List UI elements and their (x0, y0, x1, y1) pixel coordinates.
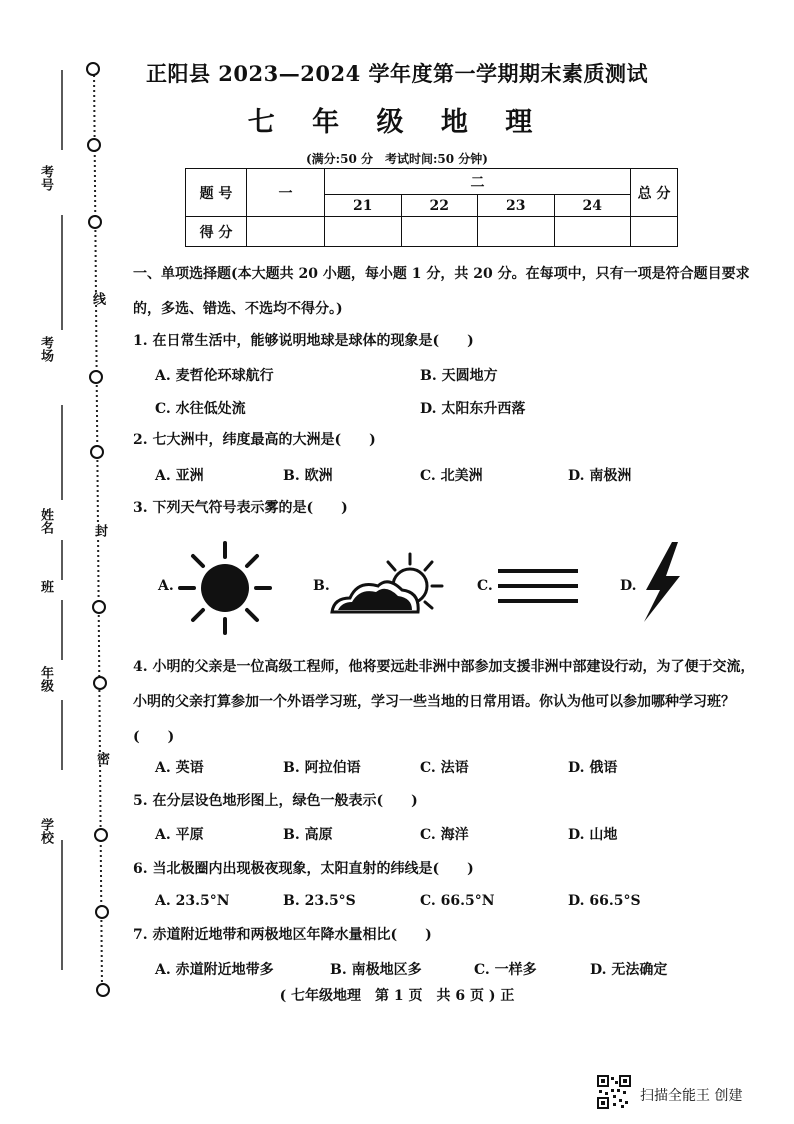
partly-cloudy-icon (328, 550, 448, 630)
score-table (185, 168, 678, 247)
score-table-sub: 22 (401, 195, 478, 217)
score-table-sub: 21 (325, 195, 402, 217)
sunny-icon (175, 538, 275, 638)
question-1-option-c[interactable]: C. 水往低处流 (155, 401, 246, 417)
binding-hole (94, 677, 106, 689)
exam-id-label: 考号 (38, 165, 53, 191)
question-5-option-c[interactable]: C. 海洋 (420, 827, 469, 843)
question-1-option-a[interactable]: A. 麦哲伦环球航行 (155, 368, 274, 384)
question-4-stem: 4. 小明的父亲是一位高级工程师，他将要远赴非洲中部参加支援非洲中部建设行动，为了便于交流，小明的父亲打算参加一个外语学习班，学习一些当地的日常用语。你认为他可以参加哪种学习班？( ) (133, 659, 755, 745)
class-label: 班 (38, 580, 53, 593)
question-6-stem: 6. 当北极圈内出现极夜现象，太阳直射的纬线是( ) (133, 861, 474, 877)
fog-icon (498, 567, 578, 607)
score-table-part1: 一 (247, 169, 325, 217)
exam-room-label: 考场 (38, 336, 53, 362)
question-6-option-a[interactable]: A. 23.5°N (155, 893, 230, 909)
score-table-sub: 23 (478, 195, 555, 217)
question-2-option-a[interactable]: A. 亚洲 (155, 468, 204, 484)
question-1-option-b[interactable]: B. 天圆地方 (420, 368, 498, 384)
question-2-stem: 2. 七大洲中，纬度最高的大洲是( ) (133, 432, 376, 448)
score-cell[interactable] (478, 217, 555, 247)
binding-hole (90, 371, 102, 383)
exam-note: (满分:50 分 考试时间:50 分钟) (306, 152, 488, 166)
question-6-option-b[interactable]: B. 23.5°S (283, 893, 356, 909)
question-3-option-c[interactable]: C. (477, 578, 493, 594)
question-7-option-a[interactable]: A. 赤道附近地带多 (155, 962, 274, 978)
question-1-stem: 1. 在日常生活中，能够说明地球是球体的现象是( ) (133, 333, 474, 349)
question-7-option-b[interactable]: B. 南极地区多 (330, 962, 422, 978)
question-4-option-b[interactable]: B. 阿拉伯语 (283, 760, 361, 776)
subject-title: 七 年 级 地 理 (247, 107, 547, 138)
question-7-option-c[interactable]: C. 一样多 (474, 962, 537, 978)
question-5-stem: 5. 在分层设色地形图上，绿色一般表示( ) (133, 793, 418, 809)
question-3-option-b[interactable]: B. (313, 578, 330, 594)
question-5-option-b[interactable]: B. 高原 (283, 827, 333, 843)
exam-title: 正阳县 2023—2024 学年度第一学期期末素质测试 (145, 61, 648, 86)
school-label: 学校 (38, 818, 53, 844)
question-7-option-d[interactable]: D. 无法确定 (590, 962, 668, 978)
score-table-part2: 二 (325, 169, 631, 195)
question-7-stem: 7. 赤道附近地带和两极地区年降水量相比( ) (133, 927, 432, 943)
question-1-option-d[interactable]: D. 太阳东升西落 (420, 401, 526, 417)
seal-word-seal: 封 (92, 524, 107, 537)
thunderstorm-icon (640, 540, 685, 625)
score-cell[interactable] (631, 217, 678, 247)
binding-hole (96, 906, 108, 918)
name-label: 姓名 (38, 508, 53, 534)
qr-code-icon (597, 1075, 631, 1109)
binding-hole (93, 601, 105, 613)
question-6-option-d[interactable]: D. 66.5°S (568, 893, 641, 909)
question-4-option-a[interactable]: A. 英语 (155, 760, 204, 776)
score-table-sub: 24 (554, 195, 631, 217)
question-3-option-a[interactable]: A. (158, 578, 174, 594)
question-5-option-d[interactable]: D. 山地 (568, 827, 618, 843)
score-table-header-question: 题 号 (186, 169, 247, 217)
binding-hole (91, 446, 103, 458)
scanner-watermark: 扫描全能王 创建 (640, 1088, 743, 1104)
question-4-option-d[interactable]: D. 俄语 (568, 760, 618, 776)
score-cell[interactable] (325, 217, 402, 247)
score-table-total: 总 分 (631, 169, 678, 217)
binding-hole (95, 829, 107, 841)
question-2-option-b[interactable]: B. 欧洲 (283, 468, 333, 484)
section1-heading: 一、单项选择题(本大题共 20 小题，每小题 1 分，共 20 分。在每项中，只有一项是符合题目要求的，多选、错选、不选均不得分。) (133, 266, 750, 317)
score-cell[interactable] (554, 217, 631, 247)
score-cell[interactable] (247, 217, 325, 247)
grade-label: 年级 (38, 666, 53, 692)
question-3-option-d[interactable]: D. (620, 578, 637, 594)
seal-word-line: 线 (90, 292, 105, 305)
question-2-option-c[interactable]: C. 北美洲 (420, 468, 483, 484)
binding-hole (89, 216, 101, 228)
score-table-header-score: 得 分 (186, 217, 247, 247)
question-4-option-c[interactable]: C. 法语 (420, 760, 469, 776)
question-2-option-d[interactable]: D. 南极洲 (568, 468, 632, 484)
seal-word-secret: 密 (94, 752, 109, 765)
question-5-option-a[interactable]: A. 平原 (155, 827, 204, 843)
page-footer: ( 七年级地理 第 1 页 共 6 页 ) 正 (279, 988, 515, 1004)
question-3-stem: 3. 下列天气符号表示雾的是( ) (133, 500, 348, 516)
question-6-option-c[interactable]: C. 66.5°N (420, 893, 495, 909)
score-cell[interactable] (401, 217, 478, 247)
